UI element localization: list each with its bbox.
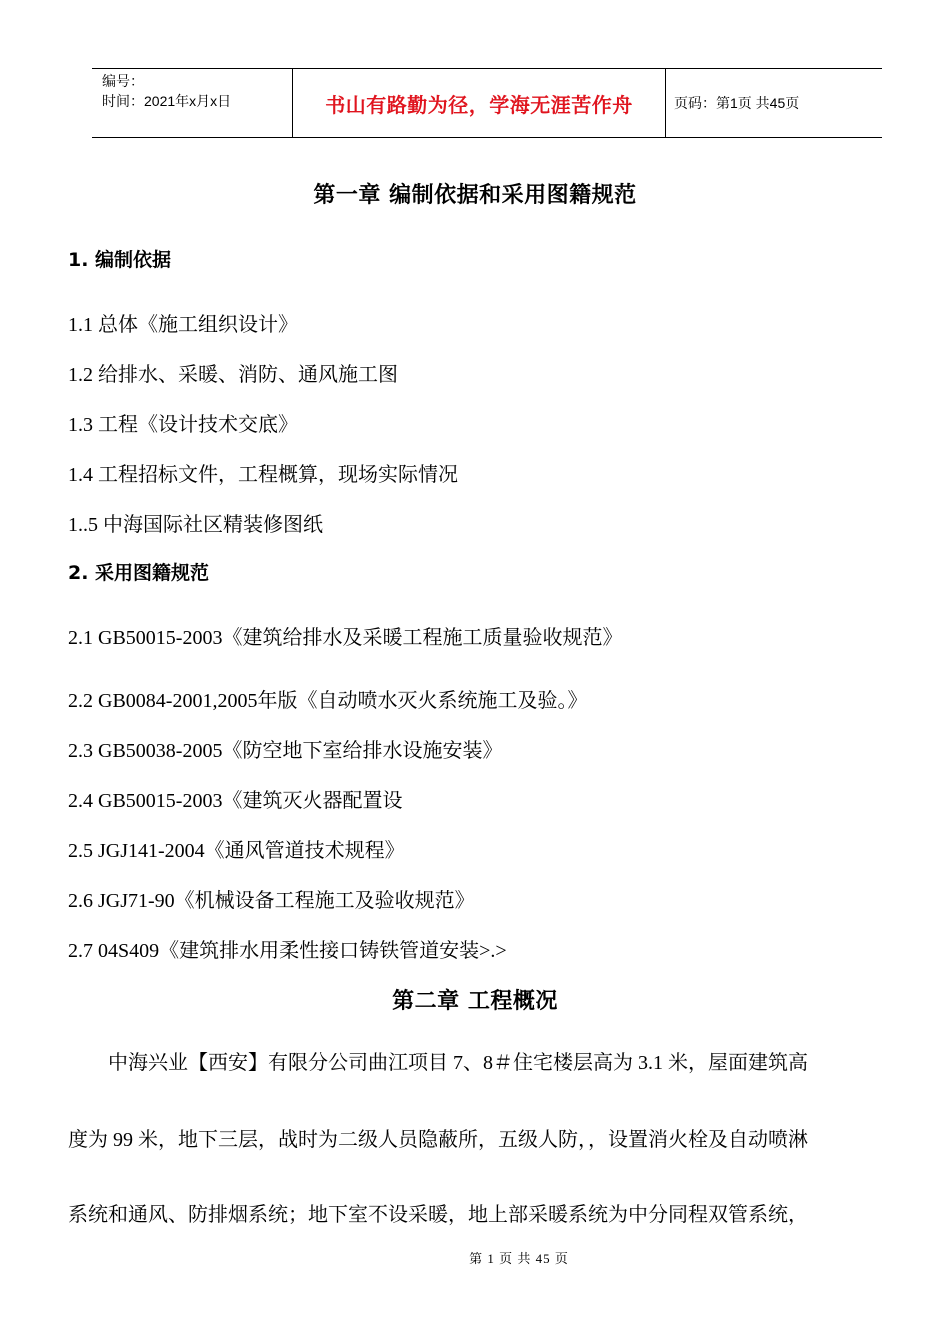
paragraph-line: 中海兴业【西安】有限分公司曲江项目 7、8＃住宅楼层高为 3.1 米，屋面建筑高 — [68, 1052, 808, 1074]
page-info-text: 页码：第1页 共45页 — [674, 95, 800, 111]
document-time: 时间：2021年x月x日 — [102, 93, 232, 109]
document-number-label: 编号： — [102, 73, 144, 89]
chapter-2-title: 第二章 工程概况 — [392, 989, 558, 1014]
chapter-1-title: 第一章 编制依据和采用图籍规范 — [313, 183, 637, 208]
page-footer: 第 1 页 共 45 页 — [469, 1251, 569, 1266]
list-item: 2.3 GB50038-2005《防空地下室给排水设施安装》 — [68, 740, 503, 762]
motto-text: 书山有路勤为径，学海无涯苦作舟 — [325, 92, 633, 117]
section-2-title: 2. 采用图籍规范 — [68, 562, 210, 584]
list-item: 2.5 JGJ141-2004《通风管道技术规程》 — [68, 840, 405, 862]
paragraph-line: 度为 99 米，地下三层，战时为二级人员隐蔽所，五级人防，，设置消火栓及自动喷淋 — [68, 1129, 808, 1151]
list-item: 2.6 JGJ71-90《机械设备工程施工及验收规范》 — [68, 890, 475, 912]
list-item: 2.2 GB0084-2001,2005年版《自动喷水灭火系统施工及验。》 — [68, 690, 588, 712]
list-item: 1.1 总体《施工组织设计》 — [68, 314, 298, 336]
paragraph-line: 系统和通风、防排烟系统；地下室不设采暖，地上部采暖系统为中分同程双管系统， — [68, 1204, 808, 1226]
list-item: 1.4 工程招标文件，工程概算，现场实际情况 — [68, 464, 458, 486]
list-item: 1.2 给排水、采暖、消防、通风施工图 — [68, 364, 398, 386]
header-page-info — [666, 69, 882, 137]
header-motto — [292, 69, 666, 137]
list-item: 1.3 工程《设计技术交底》 — [68, 414, 298, 436]
list-item: 1..5 中海国际社区精装修图纸 — [68, 514, 323, 536]
section-1-title: 1. 编制依据 — [68, 249, 172, 271]
page-header — [92, 68, 882, 138]
list-item: 2.4 GB50015-2003《建筑灭火器配置设 — [68, 790, 403, 812]
header-meta — [92, 69, 292, 137]
list-item: 2.1 GB50015-2003《建筑给排水及采暖工程施工质量验收规范》 — [68, 627, 623, 649]
list-item: 2.7 04S409《建筑排水用柔性接口铸铁管道安装>.> — [68, 940, 507, 962]
